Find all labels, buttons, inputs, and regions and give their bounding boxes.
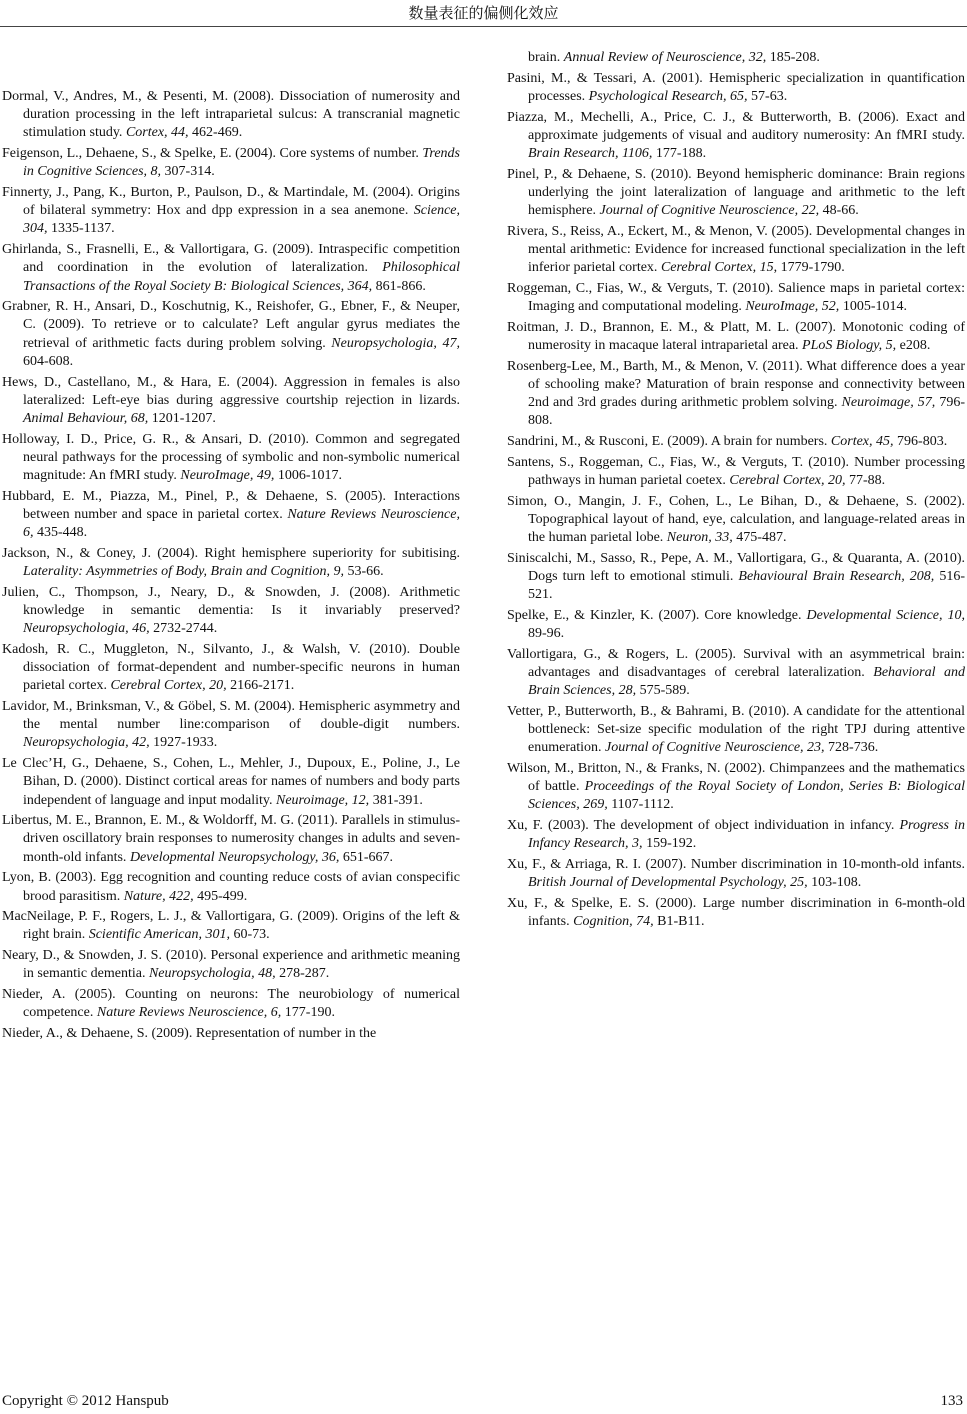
reference-entry bbox=[507, 703, 965, 758]
reference-text: Hubbard, E. M., Piazza, M., Pinel, P., & Dehaene, S. (2005). Interactions between number and space in parietal cortex. bbox=[2, 488, 460, 522]
reference-entry bbox=[2, 908, 460, 944]
reference-text: Vallortigara, G., & Rogers, L. (2005). Survival with an asymmetrical brain: advantages and disadvantages of cerebral lateralization. bbox=[507, 646, 965, 680]
reference-entry bbox=[2, 869, 460, 905]
reference-source: Laterality: Asymmetries of Body, Brain and Cognition, 9, bbox=[23, 564, 344, 580]
reference-source: Nature Reviews Neuroscience, 6, bbox=[96, 1005, 282, 1021]
references-left-column bbox=[2, 88, 460, 1046]
reference-source: Cerebral Cortex, 20, bbox=[110, 678, 227, 694]
reference-entry bbox=[2, 812, 460, 867]
reference-source: Developmental Science, 10, bbox=[806, 607, 965, 623]
reference-entry bbox=[507, 70, 965, 106]
reference-pages: 475-487. bbox=[732, 530, 787, 546]
reference-text: Rivera, S., Reiss, A., Eckert, M., & Menon, V. (2005). Developmental changes in mental arithmetic: Evidence for increased functional specialization in the left inferior parietal cortex. bbox=[507, 223, 965, 276]
reference-text: Siniscalchi, M., Sasso, R., Pepe, A. M., Vallortigara, G., & Quaranta, A. (2010). Dogs turn left to emotional stimuli. bbox=[507, 550, 965, 584]
reference-entry bbox=[2, 374, 460, 429]
reference-pages: e208. bbox=[896, 338, 931, 354]
reference-pages: 495-499. bbox=[193, 888, 248, 904]
reference-text: Neary, D., & Snowden, J. S. (2010). Personal experience and arithmetic meaning in semantic dementia. bbox=[2, 948, 460, 982]
reference-entry bbox=[507, 358, 965, 431]
reference-source: Behavioral and Brain Sciences, 28, bbox=[528, 665, 965, 699]
reference-pages: 48-66. bbox=[819, 203, 859, 219]
reference-entry bbox=[507, 280, 965, 316]
reference-text: Rosenberg-Lee, M., Barth, M., & Menon, V. (2011). What difference does a year of schooling make? Maturation of brain response and connectivity between 2nd and 3rd grades during arithmetic problem solving. bbox=[507, 358, 965, 411]
reference-pages: 77-88. bbox=[845, 472, 886, 488]
reference-pages: 1927-1933. bbox=[149, 735, 218, 751]
reference-source: Philosophical Transactions of the Royal Society B: Biological Sciences, 364, bbox=[23, 260, 460, 294]
reference-text: Vetter, P., Butterworth, B., & Bahrami, B. (2010). A candidate for the attentional bottleneck: Set-size specific modulation of the right TPJ during attentive enumeration. bbox=[507, 703, 965, 756]
reference-pages: 89-96. bbox=[528, 626, 565, 642]
reference-source: Neuroimage, 12, bbox=[275, 792, 370, 808]
reference-pages: B1-B11. bbox=[653, 914, 705, 930]
reference-pages: 57-63. bbox=[747, 88, 788, 104]
reference-text: brain. bbox=[528, 50, 564, 65]
reference-source: Developmental Neuropsychology, 36, bbox=[129, 849, 340, 865]
reference-source: Cognition, 74, bbox=[573, 914, 654, 930]
reference-pages: 462-469. bbox=[188, 125, 243, 141]
reference-source: Nature, 422, bbox=[123, 888, 194, 904]
running-header: 数量表征的偏侧化效应 bbox=[408, 4, 559, 22]
references-right-column bbox=[507, 49, 965, 934]
reference-source: Cortex, 45, bbox=[830, 434, 894, 450]
reference-text: Santens, S., Roggeman, C., Fias, W., & Verguts, T. (2010). Number processing pathways in human parietal coetex. bbox=[507, 454, 965, 488]
reference-source: British Journal of Developmental Psychology, 25, bbox=[528, 875, 808, 891]
reference-entry bbox=[507, 433, 965, 451]
reference-entry bbox=[2, 755, 460, 810]
reference-source: Annual Review of Neuroscience, 32, bbox=[563, 50, 767, 65]
reference-source: Brain Research, 1106, bbox=[528, 146, 653, 162]
reference-source: NeuroImage, 49, bbox=[180, 468, 275, 484]
reference-text: Simon, O., Mangin, J. F., Cohen, L., Le Bihan, D., & Dehaene, S. (2002). Topographical layout of hand, eye, calculation, and language-related areas in the human parietal lobe. bbox=[507, 493, 965, 546]
reference-entry bbox=[507, 454, 965, 490]
reference-source: Neuron, 33, bbox=[666, 530, 733, 546]
reference-entry bbox=[507, 493, 965, 548]
reference-text: Dormal, V., Andres, M., & Pesenti, M. (2008). Dissociation of numerosity and duration processing in the left intraparietal sulcus: A transcranial magnetic stimulation study. bbox=[2, 89, 460, 141]
reference-source: Trends in Cognitive Sciences, 8, bbox=[23, 146, 460, 180]
reference-text: Finnerty, J., Pang, K., Burton, P., Paulson, D., & Martindale, M. (2004). Origins of bilateral symmetry: Hox and dpp expression in a sea anemone. bbox=[2, 185, 460, 219]
reference-entry bbox=[507, 646, 965, 701]
reference-text: Kadosh, R. C., Muggleton, N., Silvanto, J., & Walsh, V. (2010). Double dissociation of format-dependent and number-specific neurons in human parietal cortex. bbox=[2, 641, 460, 694]
reference-text: Jackson, N., & Coney, J. (2004). Right hemisphere superiority for subitising. bbox=[2, 545, 460, 561]
reference-entry bbox=[2, 184, 460, 239]
reference-pages: 177-190. bbox=[281, 1005, 335, 1021]
reference-text: Libertus, M. E., Brannon, E. M., & Woldorff, M. G. (2011). Parallels in stimulus-driven oscillatory brain responses to numerosity changes in adults and seven-month-old infants. bbox=[2, 813, 460, 865]
reference-pages: 651-667. bbox=[339, 849, 394, 865]
reference-source: Neuropsychologia, 46, bbox=[23, 621, 150, 637]
reference-pages: 728-736. bbox=[824, 740, 879, 756]
reference-text: Xu, F., & Spelke, E. S. (2000). Large number discrimination in 6-month-old infants. bbox=[507, 895, 965, 930]
reference-entry bbox=[2, 545, 460, 581]
reference-entry bbox=[507, 166, 965, 221]
reference-entry bbox=[507, 109, 965, 164]
reference-pages: 1201-1207. bbox=[148, 410, 216, 426]
reference-entry bbox=[507, 607, 965, 643]
reference-text: Xu, F., & Arriaga, R. I. (2007). Number discrimination in 10-month-old infants. bbox=[507, 857, 965, 873]
reference-entry bbox=[507, 223, 965, 278]
reference-pages: 60-73. bbox=[229, 927, 270, 943]
reference-source: Neuropsychologia, 42, bbox=[23, 735, 150, 751]
copyright-notice: Copyright © 2012 Hanspub bbox=[2, 1393, 169, 1409]
reference-pages: 103-108. bbox=[807, 875, 862, 891]
reference-text: Julien, C., Thompson, J., Neary, D., & Snowden, J. (2008). Arithmetic knowledge in semantic dementia: Is it invariably preserved? bbox=[2, 584, 460, 618]
reference-text: Sandrini, M., & Rusconi, E. (2009). A brain for numbers. bbox=[507, 434, 831, 450]
reference-pages: 516-521. bbox=[528, 568, 965, 603]
reference-source: Nature Reviews Neuroscience, 6, bbox=[23, 506, 460, 541]
reference-pages: 796-803. bbox=[893, 434, 948, 450]
reference-entry bbox=[2, 298, 460, 371]
reference-source: Neuropsychologia, 48, bbox=[148, 966, 276, 982]
reference-text: Lavidor, M., Brinksman, V., & Göbel, S. M. (2004). Hemispheric asymmetry and the mental number line:comparison of double-digit numbers. bbox=[2, 699, 460, 733]
reference-text: Hews, D., Castellano, M., & Hara, E. (2004). Aggression in females is also lateralized: Left-eye bias during aggressive courtship rejection in lizards. bbox=[2, 374, 460, 408]
page-number: 133 bbox=[940, 1393, 963, 1409]
reference-text: Le Clec’H, G., Dehaene, S., Cohen, L., Mehler, J., Dupoux, E., Poline, J., Le Bihan, D. (2000). Distinct cortical areas for names of numbers and body parts independent of language and input modality. bbox=[2, 756, 460, 808]
reference-source: PLoS Biology, 5, bbox=[802, 338, 897, 354]
reference-source: Science, 304, bbox=[23, 203, 460, 237]
reference-source: Psychological Research, 65, bbox=[588, 88, 748, 104]
reference-text: Piazza, M., Mechelli, A., Price, C. J., & Butterworth, B. (2006). Exact and approximate judgements of visual and auditory numerosity: An fMRI study. bbox=[507, 109, 965, 143]
reference-entry bbox=[507, 550, 965, 605]
reference-entry bbox=[507, 817, 965, 853]
reference-pages: 575-589. bbox=[636, 683, 690, 699]
reference-source: Neuropsychologia, 47, bbox=[331, 335, 460, 351]
reference-source: Progress in Infancy Research, 3, bbox=[528, 818, 965, 852]
reference-source: Neuroimage, 57, bbox=[841, 395, 936, 411]
reference-entry bbox=[2, 1025, 460, 1043]
reference-source: Journal of Cognitive Neuroscience, 23, bbox=[604, 740, 825, 756]
reference-entry bbox=[507, 319, 965, 355]
reference-text: Holloway, I. D., Price, G. R., & Ansari, D. (2010). Common and segregated neural pathways for the processing of symbolic and non-symbolic numerical magnitude: An fMRI study. bbox=[2, 431, 460, 484]
reference-text: Xu, F. (2003). The development of object individuation in infancy. bbox=[507, 818, 900, 834]
reference-source: Cortex, 44, bbox=[125, 125, 189, 141]
reference-pages: 2166-2171. bbox=[226, 678, 295, 694]
reference-entry bbox=[2, 145, 460, 181]
reference-pages: 185-208. bbox=[766, 50, 820, 65]
reference-text: Nieder, A., & Dehaene, S. (2009). Representation of number in the bbox=[2, 1025, 377, 1041]
reference-entry bbox=[2, 584, 460, 639]
reference-entry bbox=[2, 698, 460, 753]
reference-entry bbox=[2, 241, 460, 296]
reference-source: Cerebral Cortex, 20, bbox=[729, 472, 846, 488]
reference-source: Scientific American, 301, bbox=[88, 927, 230, 943]
reference-entry bbox=[2, 641, 460, 696]
reference-pages: 1335-1137. bbox=[47, 221, 115, 237]
reference-entry bbox=[507, 895, 965, 931]
reference-text: Roggeman, C., Fias, W., & Verguts, T. (2010). Salience maps in parietal cortex: Imaging and computational modeling. bbox=[507, 280, 965, 315]
reference-text: Pinel, P., & Dehaene, S. (2010). Beyond hemispheric dominance: Brain regions underlying the joint lateralization of language and arithmetic to the left hemisphere. bbox=[507, 166, 965, 219]
reference-source: Behavioural Brain Research, 208, bbox=[738, 568, 935, 584]
reference-pages: 381-391. bbox=[369, 792, 423, 808]
reference-source: Proceedings of the Royal Society of London, Series B: Biological Sciences, 269, bbox=[528, 779, 965, 813]
reference-text: Lyon, B. (2003). Egg recognition and counting reduce costs of avian conspecific brood parasitism. bbox=[2, 870, 460, 904]
reference-entry bbox=[2, 431, 460, 486]
reference-pages: 53-66. bbox=[343, 564, 384, 580]
reference-text: Wilson, M., Britton, N., & Franks, N. (2002). Chimpanzees and the mathematics of battle. bbox=[507, 761, 965, 795]
reference-text: Roitman, J. D., Brannon, E. M., & Platt, M. L. (2007). Monotonic coding of numerosity in macaque lateral intraparietal area. bbox=[507, 319, 965, 354]
reference-text: Ghirlanda, S., Frasnelli, E., & Vallortigara, G. (2009). Intraspecific competition and coordination in the evolution of lateralization. bbox=[2, 242, 460, 276]
reference-source: Cerebral Cortex, 15 bbox=[660, 260, 774, 276]
reference-text: Nieder, A. (2005). Counting on neurons: The neurobiology of numerical competence. bbox=[2, 987, 460, 1021]
reference-source: Animal Behaviour, 68, bbox=[23, 410, 149, 426]
reference-pages: 861-866. bbox=[372, 278, 426, 294]
reference-text: Spelke, E., & Kinzler, K. (2007). Core knowledge. bbox=[507, 607, 807, 623]
reference-pages: 159-192. bbox=[642, 836, 697, 852]
reference-text: MacNeilage, P. F., Rogers, L. J., & Vallortigara, G. (2009). Origins of the left & right brain. bbox=[2, 909, 460, 943]
reference-source: NeuroImage, 52, bbox=[745, 299, 840, 315]
reference-pages: 435-448. bbox=[33, 525, 88, 541]
reference-entry bbox=[2, 986, 460, 1022]
reference-pages: 278-287. bbox=[275, 966, 330, 982]
reference-pages: 177-188. bbox=[652, 146, 707, 162]
reference-pages: 796-808. bbox=[528, 395, 965, 429]
reference-entry bbox=[507, 49, 965, 67]
reference-entry bbox=[507, 856, 965, 892]
header-rule bbox=[0, 26, 967, 27]
reference-source: Journal of Cognitive Neuroscience, 22, bbox=[599, 203, 820, 219]
reference-pages: 1006-1017. bbox=[274, 468, 343, 484]
reference-pages: , 1779-1790. bbox=[773, 260, 845, 276]
reference-entry bbox=[2, 88, 460, 143]
reference-entry bbox=[507, 760, 965, 815]
reference-entry bbox=[2, 488, 460, 543]
reference-pages: 2732-2744. bbox=[149, 621, 218, 637]
reference-entry bbox=[2, 947, 460, 983]
reference-text: Feigenson, L., Dehaene, S., & Spelke, E. (2004). Core systems of number. bbox=[2, 146, 423, 162]
reference-text: Pasini, M., & Tessari, A. (2001). Hemispheric specialization in quantification processes. bbox=[507, 70, 965, 104]
reference-pages: 1005-1014. bbox=[839, 299, 907, 315]
reference-pages: 1107-1112. bbox=[607, 797, 674, 813]
reference-pages: 307-314. bbox=[161, 164, 215, 180]
reference-text: Grabner, R. H., Ansari, D., Koschutnig, K., Reishofer, G., Ebner, F., & Neuper, C. (2009). To retrieve or to calculate? Left angular gyrus mediates the retrieval of arithmetic facts during problem solving. bbox=[2, 299, 460, 351]
reference-pages: 604-608. bbox=[23, 353, 74, 369]
